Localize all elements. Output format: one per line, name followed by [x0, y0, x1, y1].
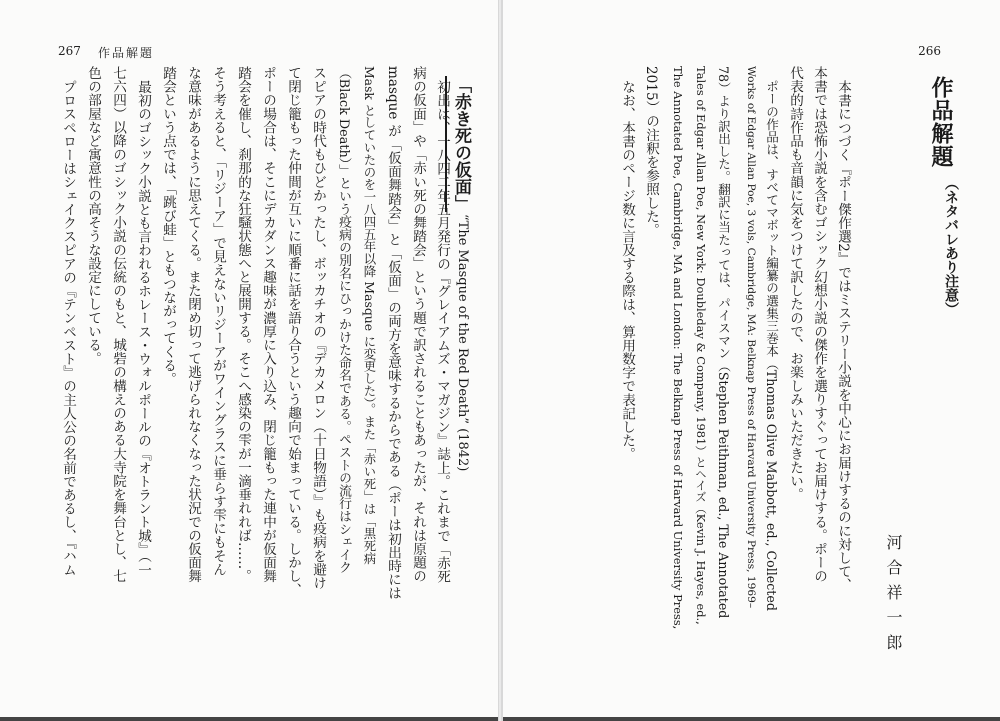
text-line: 病の仮面」や「赤い死の舞踏会」という題で訳されることもあったが、それは原題の: [410, 66, 426, 583]
page-title: 作品解題: [928, 76, 954, 168]
text-line: masque が「仮面舞踏会」と「仮面」の両方を意味するからである（ポーは初出時には: [385, 66, 401, 600]
text-line: The Annotated Poe, Cambridge, MA and London: The Belknap Press of Harvard University Press,: [671, 66, 685, 630]
text-line: 本書につづく『ポー傑作選2』ではミステリー小説を中心にお届けするのに対して、: [835, 80, 851, 592]
text-line: プロスペローはシェイクスピアの『テンペスト』の主人公の名前であるし、『ハム: [60, 80, 76, 577]
text-line: 七六四）以降のゴシック小説の伝統のもと、城砦の構えのある大寺院を舞台とし、七: [110, 66, 126, 583]
text-line: Tales of Edgar Allan Poe, New York: Doubleday & Company, 1981）とヘイズ（Kevin J. Hayes, ed.,: [694, 66, 708, 625]
text-line: 踏会という点では、「跳び蛙」ともつながってくる。: [160, 66, 176, 386]
text-line: 本書では恐怖小説を含むゴシック幻想小説の傑作を選りすぐってお届けする。ポーの: [811, 66, 827, 583]
text-line: Mask としていたのを一八四五年以降 Masque に変更した）。また「赤い死」は「黒死病: [362, 66, 377, 565]
text-line: ポーの場合は、そこにデカダンス趣味が濃厚に入り込み、閉じ籠もった連中が仮面舞: [260, 66, 276, 583]
text-line: 踏会を催し、刹那的な狂騒状態へと展開する。そこへ感染の雫が一滴垂れれば……。: [235, 66, 251, 583]
text-line: なお、本書のページ数に言及する際は、算用数字で表記した。: [619, 80, 635, 461]
running-head: 作品解題: [98, 46, 155, 60]
section-title: 「赤き死の仮面」: [445, 76, 474, 212]
text-line: 初出は、一八四二年五月発行の『グレイアムズ・マガジン』誌上。これまで「赤死: [434, 80, 450, 584]
text-line: ポーの作品は、すべてマボット編纂の選集三巻本（Thomas Olive Mabbott, ed., Collected: [764, 80, 779, 611]
text-line: （Black Death）」という疫病の別名にひっかけた命名である。ペストの流行はシェイク: [336, 66, 351, 574]
text-line: 78）より訳出した。翻訳に当たっては、パイスマン（Stephen Peithman, ed., The Annotated: [716, 66, 731, 619]
text-line: Works of Edgar Allan Poe, 3 vols, Cambridge, MA: Belknap Press of Harvard University Press, 1969–: [745, 66, 757, 609]
section-title-english: “The Masque of the Red Death” (1842): [455, 214, 470, 472]
left-page: [0, 0, 499, 721]
page-number-left: 267: [58, 44, 81, 58]
page-subtitle: （ネタバレあり注意）: [943, 176, 959, 316]
text-line: そう考えると、「リジーア」で見えないリジーアがワイングラスに垂らす雫にもそん: [210, 66, 226, 576]
text-line: 2015）の注釈を参照した。: [643, 66, 659, 237]
page-number-right: 266: [918, 44, 941, 58]
text-line: スピアの時代もひどかったし、ボッカチオの『デカメロン（十日物語）』も疫病を避け: [310, 66, 326, 590]
right-page: [502, 0, 1000, 721]
page-edge-right: [503, 717, 1000, 721]
text-line: な意味があるように思えてくる。また閉め切って逃げられなくなった状況での仮面舞: [185, 66, 201, 583]
text-line: て閉じ籠もった仲間が互いに順番に話を語り合うという趣向で始まっている。しかし、: [285, 66, 301, 597]
text-line: 最初のゴシック小説とも言われるホレース・ウォルポールの『オトラント城』（一: [135, 80, 151, 577]
text-line: 代表的詩作品も音韻に気をつけて訳したので、お楽しみいただきたい。: [787, 66, 803, 502]
text-line: 色の部屋など寓意性の高そうな設定にしている。: [85, 66, 101, 366]
author-name: 河合祥一郎: [884, 534, 903, 659]
page-edge-left: [0, 717, 498, 721]
